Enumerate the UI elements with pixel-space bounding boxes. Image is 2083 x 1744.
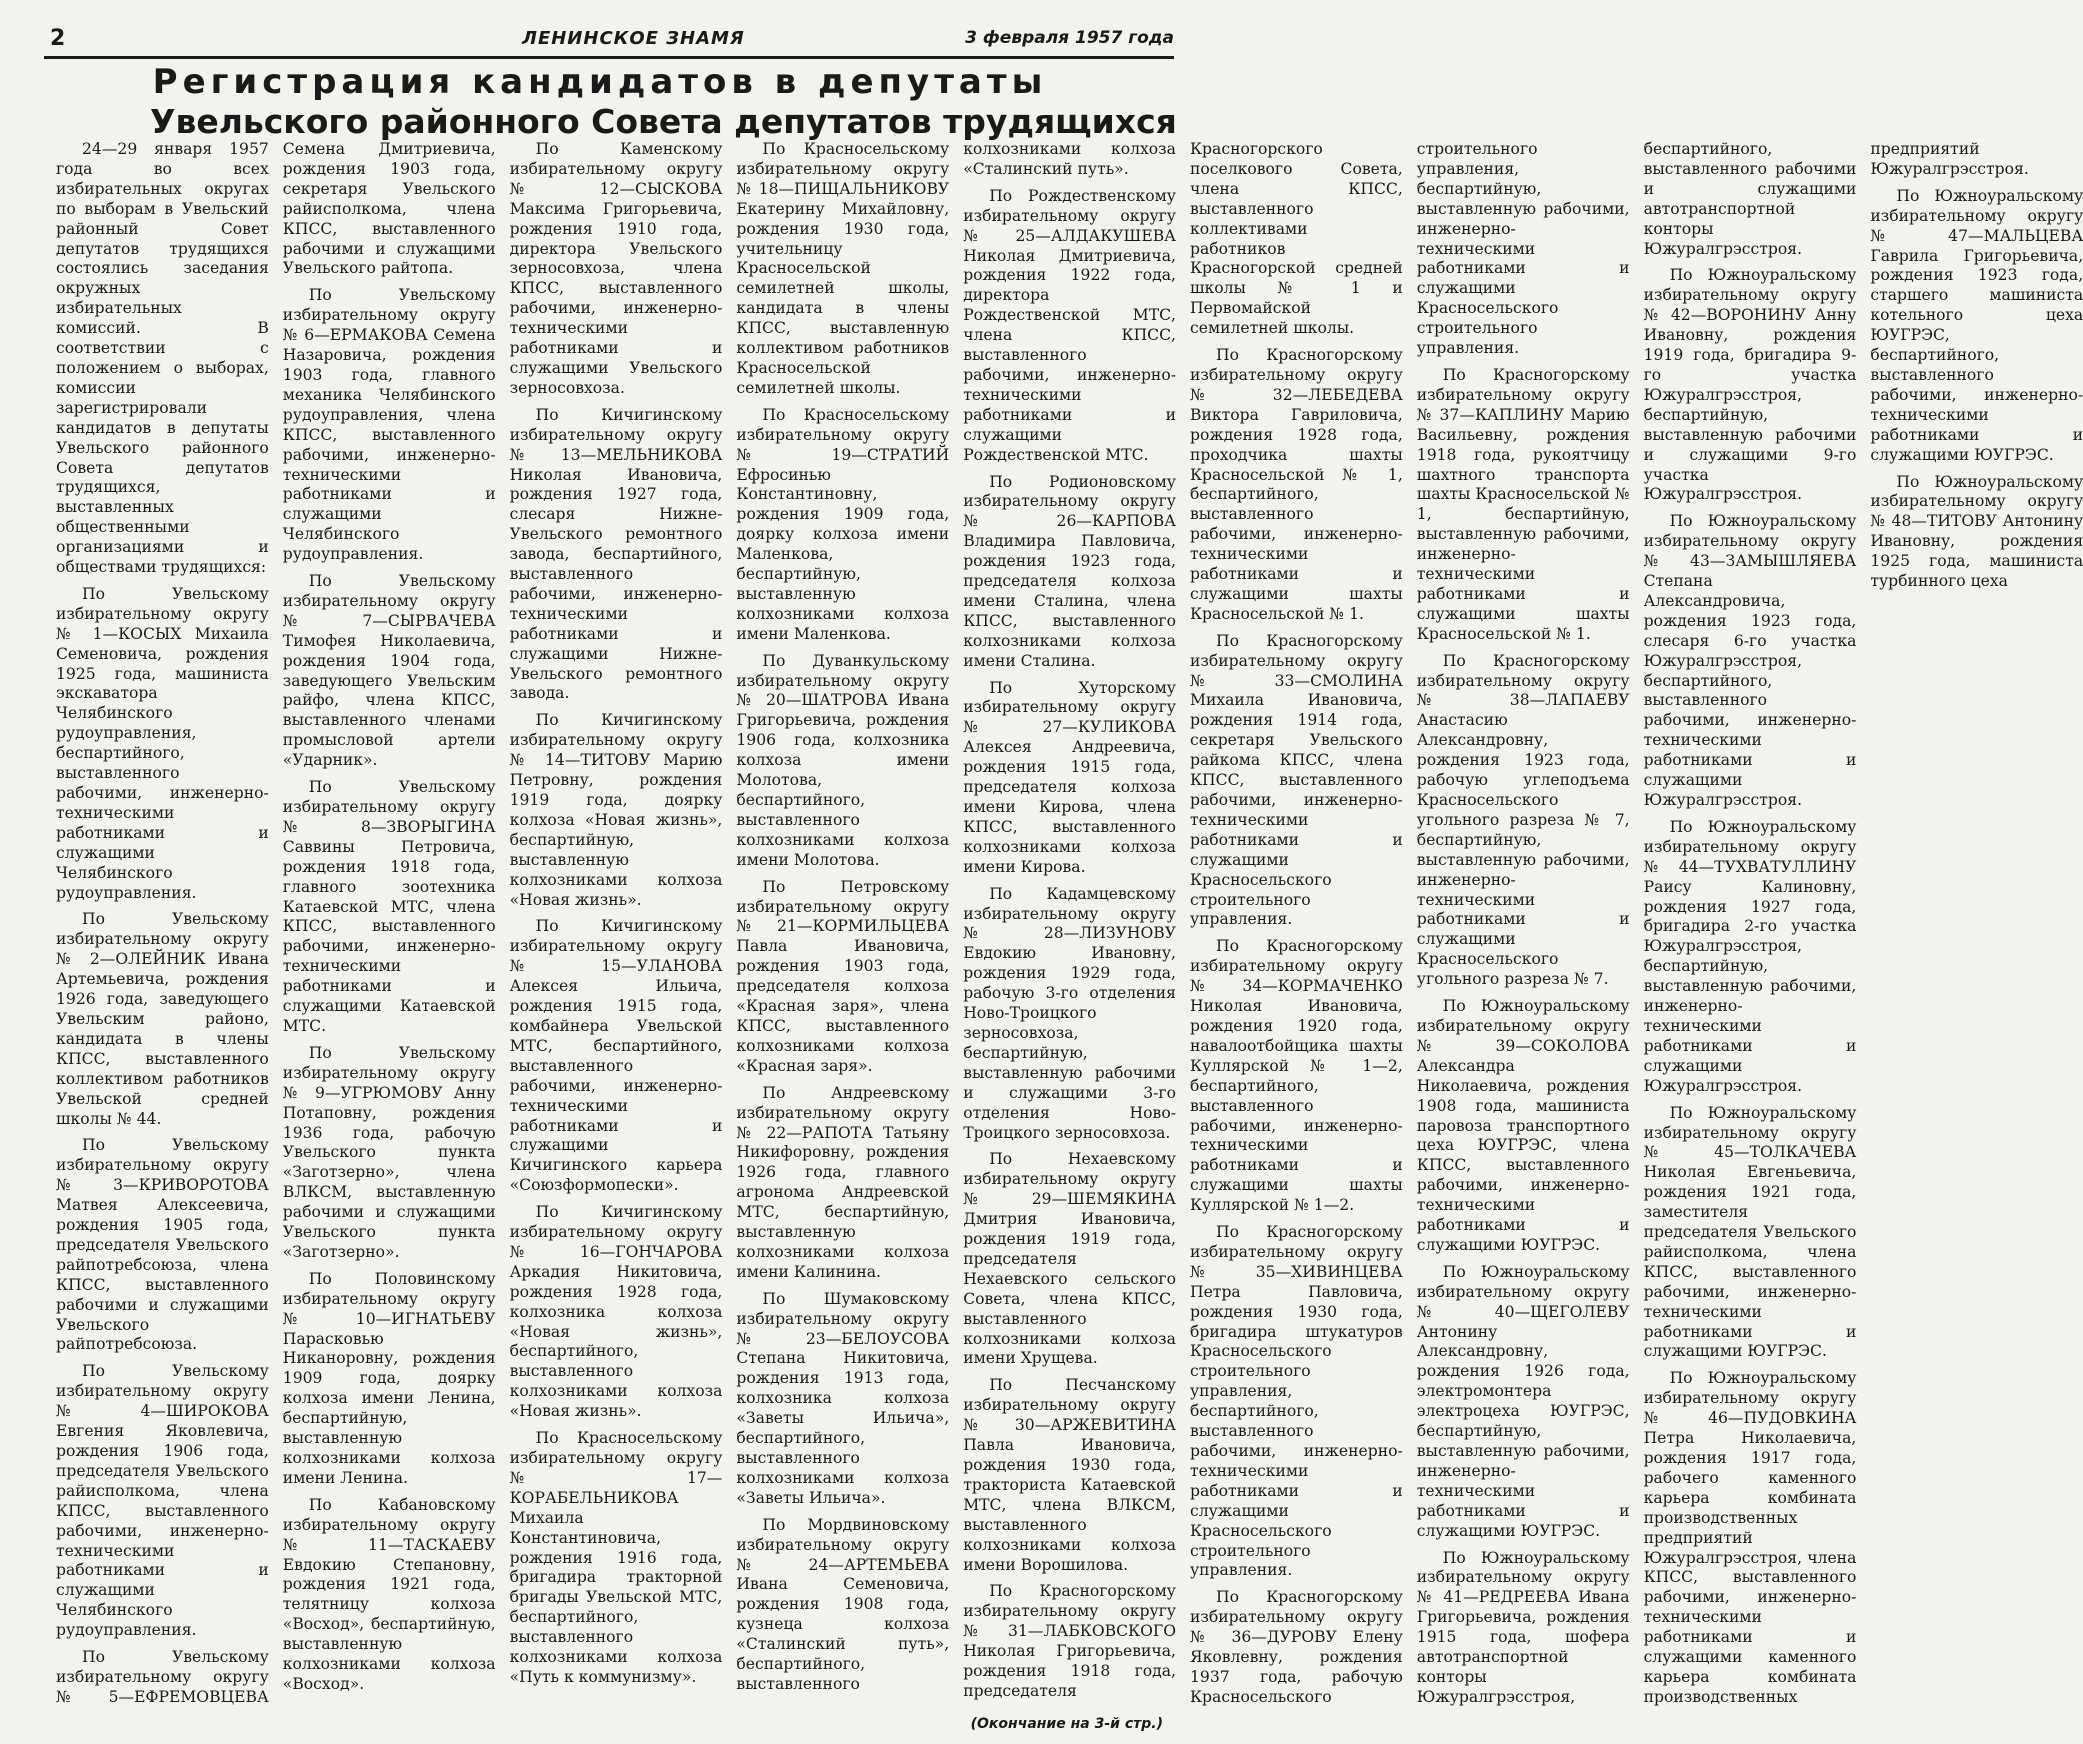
candidate-entry: По Южноуральскому избирательному округу № 43—ЗАМЫШЛЯЕВА Степана Александровича, рождения 1923 года, слесаря 6-го участка Южуралгрэсстроя, беспартийного, выставленного рабочими, инженерно-техническими работниками и служащими Южуралгрэсстроя. xyxy=(1643,512,1857,809)
candidate-entry: По Дуванкульскому избирательному округу № 20—ШАТРОВА Ивана Григорьевича, рождения 1906 года, колхозника колхоза имени Молотова, беспартийного, выставленного колхозниками колхоза имени Молотова. xyxy=(736,651,950,869)
candidate-entry: По Увельскому избирательному округу № 8—ЗВОРЫГИНА Саввины Петровича, рождения 1918 года, главного зоотехника Катаевской МТС, члена КПСС, выставленного рабочими, инженерно-техническими работниками и служащими Катаевской МТС. xyxy=(282,778,496,1035)
page-number: 2 xyxy=(50,26,66,51)
candidate-entry: По Южноуральскому избирательному округу № 45—ТОЛКАЧЕВА Николая Евгеньевича, рождения 1921 года, заместителя председателя Увельского райисполкома, члена КПСС, выставленного рабочими, инженерно-техническими работниками и служащими ЮУГРЭС. xyxy=(1643,1103,1857,1361)
candidate-entry: По Увельскому избирательному округу № 9—УГРЮМОВУ Анну Потаповну, рождения 1936 года, рабочую Увельского пункта «Заготзерно», члена ВЛКСМ, выставленную рабочими и служащими Увельского пункта «Заготзерно». xyxy=(282,1043,496,1261)
candidate-entry: По Увельскому избирательному округу № 1—КОСЫХ Михаила Семеновича, рождения 1925 года, машиниста экскаватора Челябинского рудоуправления, беспартийного, выставленного рабочими, инженерно-техническими работниками и служащими Челябинского рудоуправления. xyxy=(56,584,269,902)
candidate-entry: По Красногорскому избирательному округу № 34—КОРМАЧЕНКО Николая Ивановича, рождения 1920 года, навалоотбойщика шахты Куллярской № 1—2, беспартийного, выставленного рабочими, инженерно-техническими работниками и служащими шахты Куллярской № 1—2. xyxy=(1189,937,1403,1215)
candidate-entry: По Красногорскому избирательному округу № 33—СМОЛИНА Михаила Ивановича, рождения 1914 года, секретаря Увельского райкома КПСС, члена КПСС, выставленного рабочими, инженерно-техническими работниками и служащими Красносельского строительного управления. xyxy=(1189,631,1403,929)
candidate-entry: По Кичигинскому избирательному округу № 16—ГОНЧАРОВА Аркадия Никитовича, рождения 1928 года, колхозника колхоза «Новая жизнь», беспартийного, выставленного колхозниками колхоза «Новая жизнь». xyxy=(509,1203,723,1421)
candidate-entry: По Рождественскому избирательному округу № 25—АЛДАКУШЕВА Николая Дмитриевича, рождения 1922 года, директора Рождественской МТС, члена КПСС, выставленного рабочими, инженерно-техническими работниками и служащими Рождественской МТС. xyxy=(963,186,1176,464)
masthead xyxy=(44,22,1174,59)
candidate-entry: По Увельскому избирательному округу № 4—ШИРОКОВА Евгения Яковлевича, рождения 1906 года, председателя Увельского райисполкома, члена КПСС, выставленного рабочими, инженерно-техническими работниками и служащими Челябинского рудоуправления. xyxy=(56,1362,269,1640)
candidate-entry: По Южноуральскому избирательному округу № 41—РЕДРЕЕВА Ивана Григорьевича, рождения 1915 года, шофера автотранспортной конторы Южуралгрэсстроя, беспартийного, выставленного рабочими и служащими автотранспортной конторы Южуралгрэсстроя. xyxy=(1416,140,1857,1706)
candidate-entry: По Родионовскому избирательному округу № 26—КАРПОВА Владимира Павловича, рождения 1923 года, председателя колхоза имени Сталина, члена КПСС, выставленного колхозниками колхоза имени Сталина. xyxy=(963,472,1176,670)
candidate-entry: По Увельскому избирательному округу № 7—СЫРВАЧЕВА Тимофея Николаевича, рождения 1904 года, заведующего Увельским райфо, члена КПСС, выставленного членами промысловой артели «Ударник». xyxy=(282,572,496,770)
candidate-entry: По Красногорскому избирательному округу № 32—ЛЕБЕДЕВА Виктора Гавриловича, рождения 1928 года, проходчика шахты Красносельской № 1, беспартийного, выставленного рабочими, инженерно-техническими работниками и служащими шахты Красносельской № 1. xyxy=(1189,346,1403,623)
candidate-entry: По Южноуральскому избирательному округу № 44—ТУХВАТУЛЛИНУ Раису Калиновну, рождения 1927 года, бригадира 2-го участка Южуралгрэсстроя, беспартийную, выставленную рабочими, инженерно-техническими работниками и служащими Южуралгрэсстроя. xyxy=(1643,817,1857,1095)
continuation-note: (Окончание на 3-й стр.) xyxy=(970,1716,1163,1732)
article-body xyxy=(56,140,2083,1715)
candidate-entry: По Мордвиновскому избирательному округу № 24—АРТЕМЬЕВА Ивана Семеновича, рождения 1908 года, кузнеца колхоза «Сталинский путь», беспартийного, выставленного колхозниками колхоза «Сталинский путь». xyxy=(736,140,1176,1693)
candidate-entry: По Нехаевскому избирательному округу № 29—ШЕМЯКИНА Дмитрия Ивановича, рождения 1919 года, председателя Нехаевского сельского Совета, члена КПСС, выставленного колхозниками колхоза имени Хрущева. xyxy=(963,1150,1176,1368)
article-headline xyxy=(150,62,1177,142)
candidate-entry: По Красногорскому избирательному округу № 37—КАПЛИНУ Марию Васильевну, рождения 1918 года, рукоятчицу шахтного транспорта шахты Красносельской № 1, беспартийную, выставленную рабочими, инженерно-техническими работниками и служащими шахты Красносельской № 1. xyxy=(1416,365,1630,643)
candidate-entry: По Половинскому избирательному округу № 10—ИГНАТЬЕВУ Парасковью Никаноровну, рождения 1909 года, доярку колхоза имени Ленина, беспартийную, выставленную колхозниками колхоза имени Ленина. xyxy=(282,1269,496,1487)
issue-date: 3 февраля 1957 года xyxy=(965,28,1174,48)
candidate-entry: По Красногорскому избирательному округу № 38—ЛАПАЕВУ Анастасию Александровну, рождения 1923 года, рабочую углеподъема Красносельского угольного разреза № 7, беспартийную, выставленную рабочими, инженерно-техническими работниками и служащими Красносельского угольного разреза № 7. xyxy=(1416,651,1630,989)
candidate-entry: По Увельскому избирательному округу № 2—ОЛЕЙНИК Ивана Артемьевича, рождения 1926 года, заведующего Увельским районо, кандидата в члены КПСС, выставленного коллективом работников Увельской средней школы № 44. xyxy=(56,910,269,1128)
candidate-entry: По Каменскому избирательному округу № 12—СЫСКОВА Максима Григорьевича, рождения 1910 года, директора Увельского зерносовхоза, члена КПСС, выставленного рабочими, инженерно-техническими работниками и служащими Увельского зерносовхоза. xyxy=(509,140,723,397)
article-intro: 24—29 января 1957 года во всех избирательных округах по выборам в Увельский районный Совет депутатов трудящихся состоялись заседания окружных избирательных комиссий. В соответствии с положением о выборах, комиссии зарегистрировали кандидатов в депутаты Увельского районного Совета депутатов трудящихся, выставленных общественными организациями и обществами трудящихся: xyxy=(56,140,269,577)
candidate-entry: По Красносельскому избирательному округу № 19—СТРАТИЙ Ефросинью Константиновну, рождения 1909 года, доярку колхоза имени Маленкова, беспартийную, выставленную колхозниками колхоза имени Маленкова. xyxy=(736,405,950,643)
candidate-entry: По Кичигинскому избирательному округу № 14—ТИТОВУ Марию Петровну, рождения 1919 года, доярку колхоза «Новая жизнь», беспартийную, выставленную колхозниками колхоза «Новая жизнь». xyxy=(509,711,723,909)
candidate-entry: По Кадамцевскому избирательному округу № 28—ЛИЗУНОВУ Евдокию Ивановну, рождения 1929 года, рабочую 3-го отделения Ново-Троицкого зерносовхоза, беспартийную, выставленную рабочими и служащими 3-го отделения Ново-Троицкого зерносовхоза. xyxy=(963,884,1176,1142)
candidate-entry: По Южноуральскому избирательному округу № 48—ТИТОВУ Антонину Ивановну, рождения 1925 года, машиниста турбинного цеха xyxy=(1870,472,2083,591)
headline-line-1: Регистрация кандидатов в депутаты xyxy=(152,62,1048,102)
candidate-entry: По Хуторскому избирательному округу № 27—КУЛИКОВА Алексея Андреевича, рождения 1915 года, председателя колхоза имени Кирова, члена КПСС, выставленного колхозниками колхоза имени Кирова. xyxy=(963,678,1176,876)
candidate-entry: По Южноуральскому избирательному округу № 40—ЩЕГОЛЕВУ Антонину Александровну, рождения 1926 года, электромонтера электроцеха ЮУГРЭС, беспартийную, выставленную рабочими, инженерно-техническими работниками и служащими ЮУГРЭС. xyxy=(1416,1262,1630,1540)
candidate-entry: По Увельскому избирательному округу № 5—ЕФРЕМОВЦЕВА Семена Дмитриевича, рождения 1903 года, секретаря Увельского райисполкома, члена КПСС, выставленного рабочими и служащими Увельского райтопа. xyxy=(56,140,496,1706)
candidate-entry: По Шумаковскому избирательному округу № 23—БЕЛОУСОВА Степана Никитовича, рождения 1913 года, колхозника колхоза «Заветы Ильича», беспартийного, выставленного колхозниками колхоза «Заветы Ильича». xyxy=(736,1289,950,1507)
candidate-entry: По Южноуральскому избирательному округу № 39—СОКОЛОВА Александра Николаевича, рождения 1908 года, машиниста паровоза транспортного цеха ЮУГРЭС, члена КПСС, выставленного рабочими, инженерно-техническими работниками и служащими ЮУГРЭС. xyxy=(1416,997,1630,1254)
candidate-entry: По Андреевскому избирательному округу № 22—РАПОТА Татьяну Никифоровну, рождения 1926 года, главного агронома Андреевской МТС, беспартийную, выставленную колхозниками колхоза имени Калинина. xyxy=(736,1083,950,1281)
candidate-entry: По Увельскому избирательному округу № 6—ЕРМАКОВА Семена Назаровича, рождения 1903 года, главного механика Челябинского рудоуправления, члена КПСС, выставленного рабочими, инженерно-техническими работниками и служащими Челябинского рудоуправления. xyxy=(282,286,496,564)
candidate-entry: По Кабановскому избирательному округу № 11—ТАСКАЕВУ Евдокию Степановну, рождения 1921 года, телятницу колхоза «Восход», беспартийную, выставленную колхозниками колхоза «Восход». xyxy=(282,1495,496,1693)
candidate-entry: По Южноуральскому избирательному округу № 47—МАЛЬЦЕВА Гаврила Григорьевича, рождения 1923 года, старшего машиниста котельного цеха ЮУГРЭС, беспартийного, выставленного рабочими, инженерно-техническими работниками и служащими ЮУГРЭС. xyxy=(1870,186,2083,464)
candidate-entry: По Красногорскому избирательному округу № 36—ДУРОВУ Елену Яковлевну, рождения 1937 года, рабочую Красносельского строительного управления, беспартийную, выставленную рабочими, инженерно-техническими работниками и служащими Красносельского строительного управления. xyxy=(1189,140,1630,1706)
candidate-entry: По Красногорскому избирательному округу № 31—ЛАБКОВСКОГО Николая Григорьевича, рождения 1918 года, председателя Красногорского поселкового Совета, члена КПСС, выставленного коллективами работников Красногорской средней школы № 1 и Первомайской семилетней школы. xyxy=(963,140,1403,1700)
candidate-entry: По Южноуральскому избирательному округу № 46—ПУДОВКИНА Петра Николаевича, рождения 1917 года, рабочего каменного карьера комбината производственных предприятий Южуралгрэсстроя, члена КПСС, выставленного рабочими, инженерно-техническими работниками и служащими каменного карьера комбината производственных предприятий Южуралгрэсстроя. xyxy=(1643,140,2029,1706)
candidate-entry: По Кичигинскому избирательному округу № 15—УЛАНОВА Алексея Ильича, рождения 1915 года, комбайнера Увельской МТС, беспартийного, выставленного рабочими, инженерно-техническими работниками и служащими Кичигинского карьера «Союзформопески». xyxy=(509,917,723,1195)
candidate-entry: По Песчанскому избирательному округу № 30—АРЖЕВИТИНА Павла Ивановича, рождения 1930 года, тракториста Катаевской МТС, члена ВЛКСМ, выставленного колхозниками колхоза имени Ворошилова. xyxy=(963,1376,1176,1574)
candidate-entry: По Кичигинскому избирательному округу № 13—МЕЛЬНИКОВА Николая Ивановича, рождения 1927 года, слесаря Нижне-Увельского ремонтного завода, беспартийного, выставленного рабочими, инженерно-техническими работниками и служащими Нижне-Увельского ремонтного завода. xyxy=(509,405,723,703)
candidate-entry: По Южноуральскому избирательному округу № 42—ВОРОНИНУ Анну Ивановну, рождения 1919 года, бригадира 9-го участка Южуралгрэсстроя, беспартийную, выставленную рабочими и служащими 9-го участка Южуралгрэсстроя. xyxy=(1643,266,1857,504)
candidate-entry: По Красногорскому избирательному округу № 35—ХИВИНЦЕВА Петра Павловича, рождения 1930 года, бригадира штукатуров Красносельского строительного управления, беспартийного, выставленного рабочими, инженерно-техническими работниками и служащими Красносельского строительного управления. xyxy=(1189,1223,1403,1580)
candidate-entry: По Увельскому избирательному округу № 3—КРИВОРОТОВА Матвея Алексеевича, рождения 1905 года, председателя Увельского райпотребсоюза, члена КПСС, выставленного рабочими и служащими Увельского райпотребсоюза. xyxy=(56,1136,269,1354)
candidate-entry: По Петровскому избирательному округу № 21—КОРМИЛЬЦЕВА Павла Ивановича, рождения 1903 года, председателя колхоза «Красная заря», члена КПСС, выставленного колхозниками колхоза «Красная заря». xyxy=(736,877,950,1075)
headline-line-2: Увельского районного Совета депутатов трудящихся xyxy=(150,102,1177,141)
newspaper-title: ЛЕНИНСКОЕ ЗНАМЯ xyxy=(522,28,745,49)
candidate-entry: По Красносельскому избирательному округу № 18—ПИЩАЛЬНИКОВУ Екатерину Михайловну, рождения 1930 года, учительницу Красносельской семилетней школы, кандидата в члены КПСС, выставленную коллективом работников Красносельской семилетней школы. xyxy=(736,140,950,397)
candidate-entry: По Красносельскому избирательному округу № 17—КОРАБЕЛЬНИКОВА Михаила Константиновича, рождения 1916 года, бригадира тракторной бригады Увельской МТС, беспартийного, выставленного колхозниками колхоза «Путь к коммунизму». xyxy=(509,1429,723,1686)
